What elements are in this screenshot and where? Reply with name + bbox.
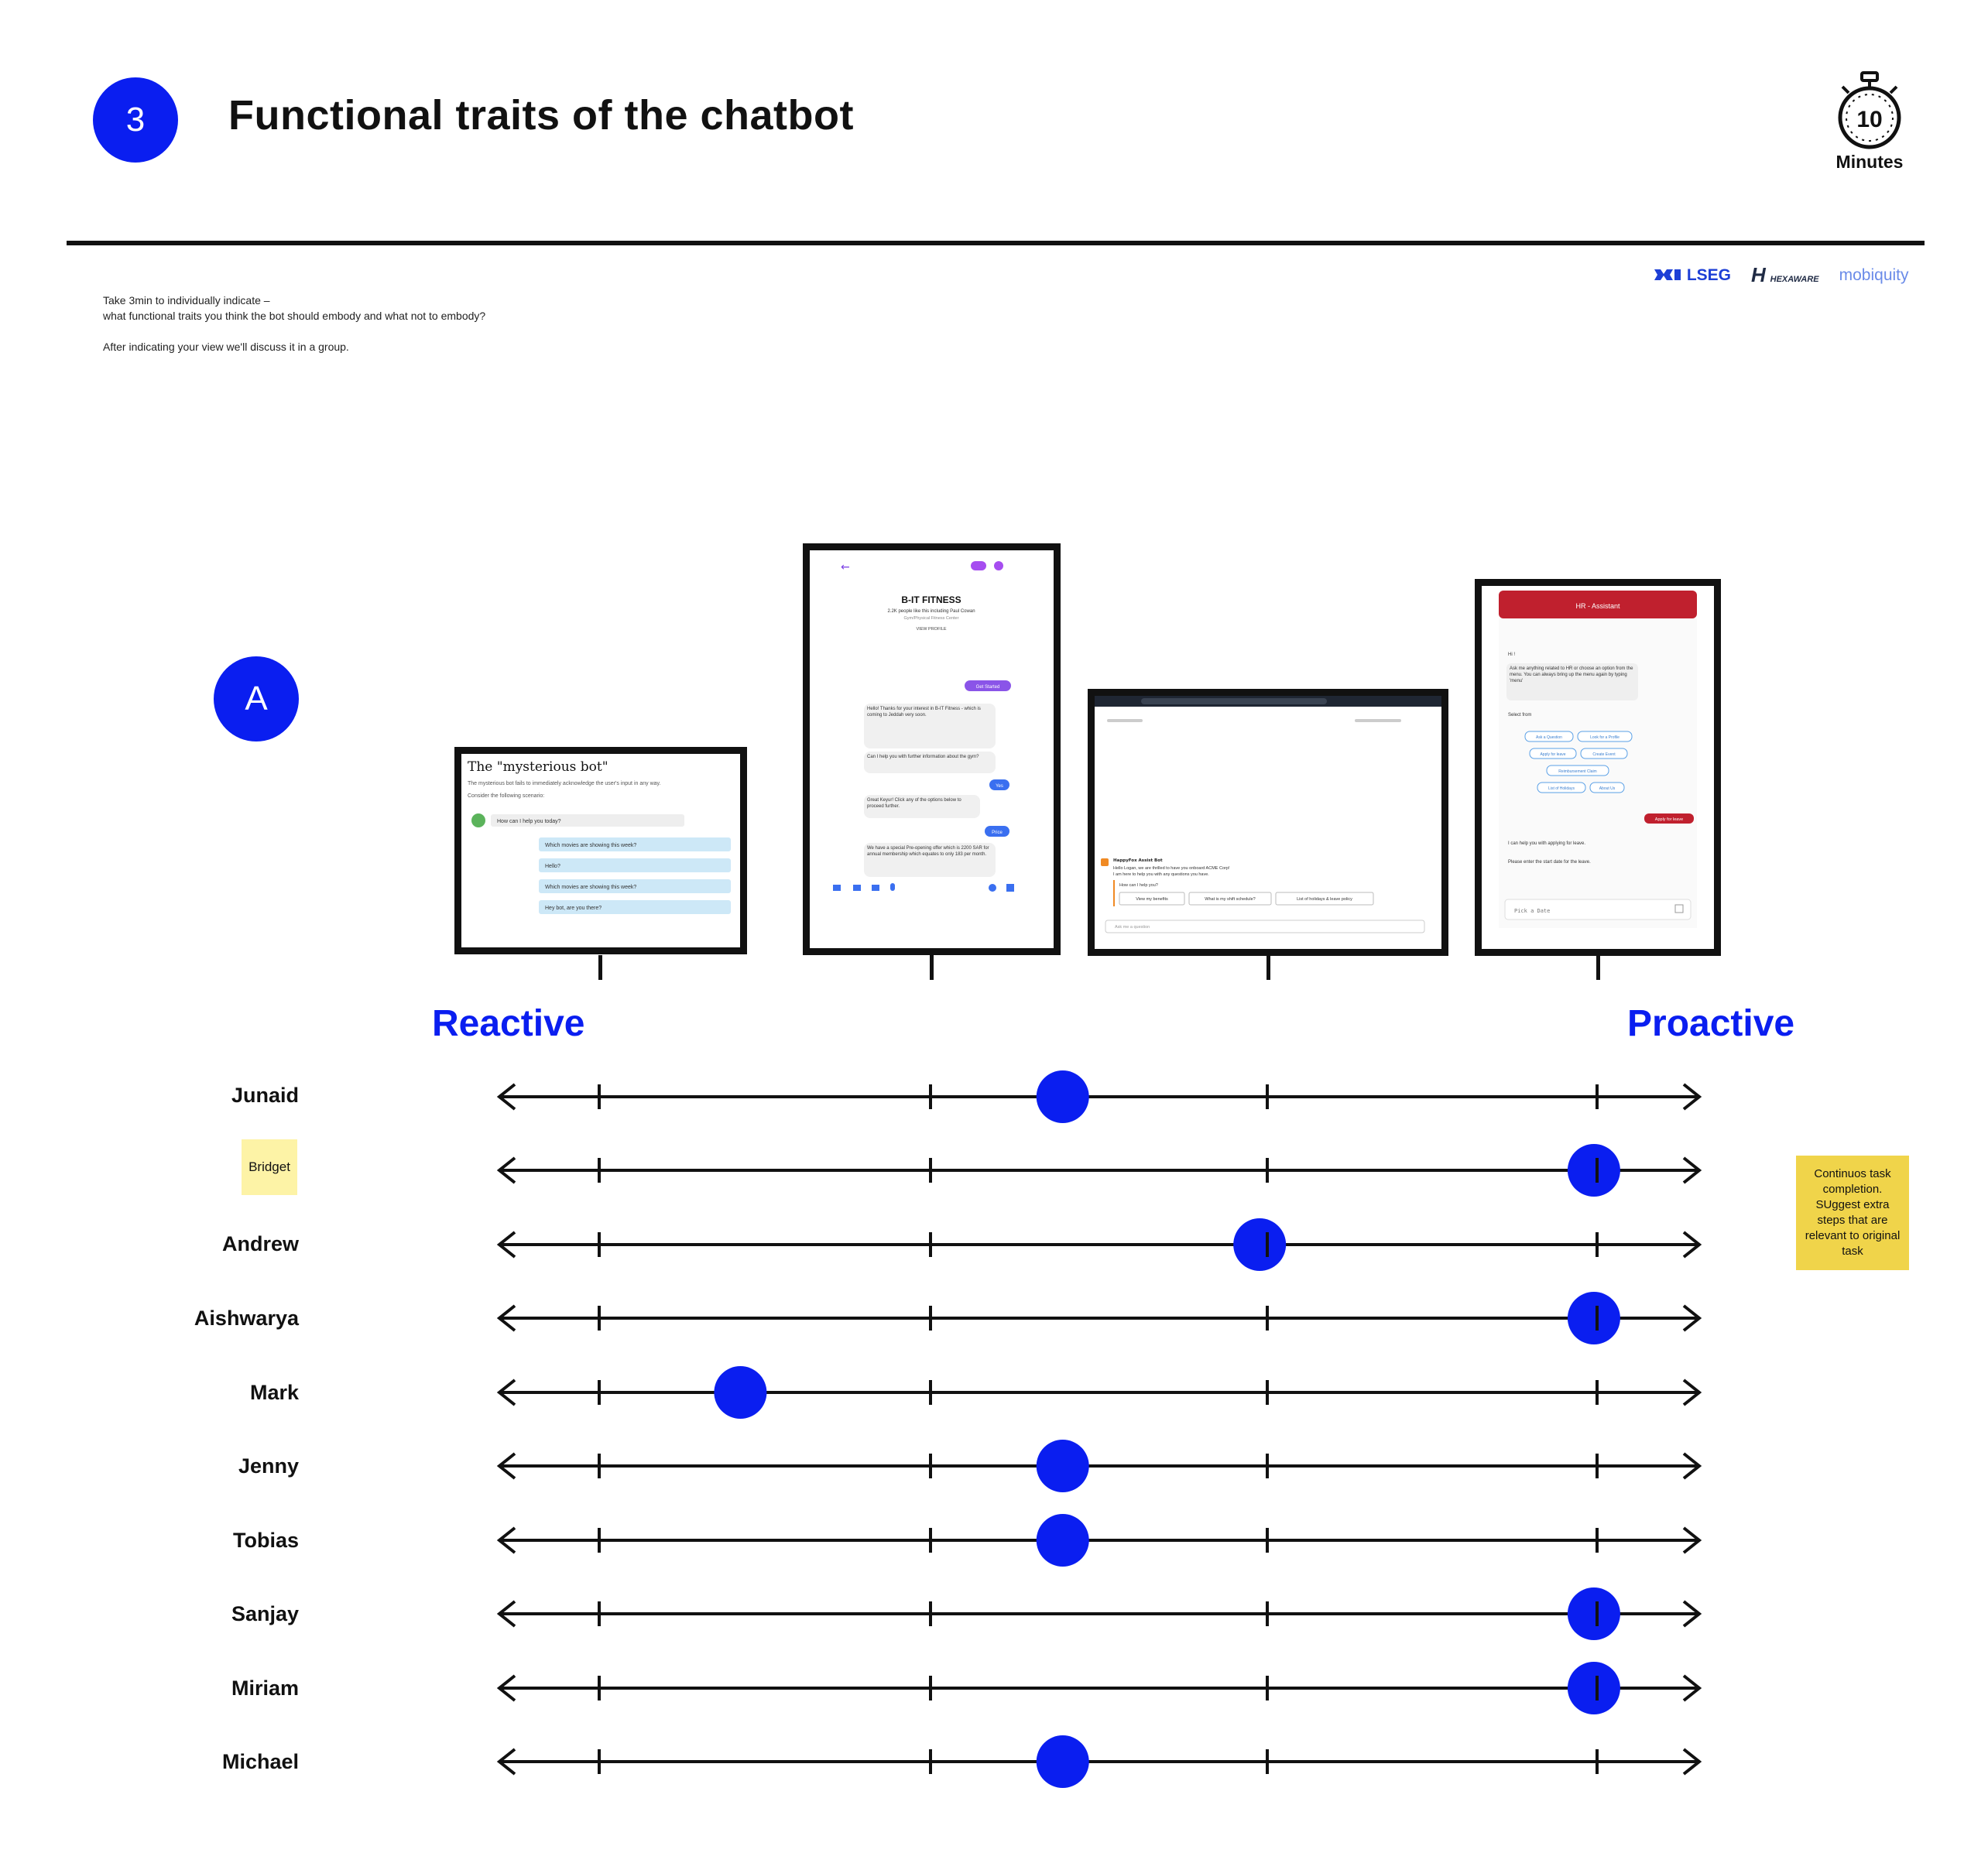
participant-name-andrew: Andrew bbox=[221, 1232, 299, 1255]
mysterious-bot-title: The "mysterious bot" bbox=[468, 759, 608, 775]
hr-message-4: Please enter the start date for the leave. bbox=[1508, 860, 1591, 865]
hr-message-3: I can help you with applying for leave. bbox=[1508, 841, 1586, 846]
page-title: Functional traits of the chatbot bbox=[228, 92, 854, 139]
instructions-line-3: After indicating your view we'll discuss it in a group. bbox=[103, 341, 349, 353]
timer-label: Minutes bbox=[1835, 152, 1904, 172]
instructions-line-2: what functional traits you think the bot should embody and what not to embody? bbox=[103, 310, 486, 322]
participant-name-bridget-sticky: Bridget bbox=[242, 1139, 297, 1195]
mysterious-bot-text-2: Consider the following scenario: bbox=[468, 793, 545, 799]
mysterious-bot-user-message-1: Which movies are showing this week? bbox=[545, 843, 637, 848]
rating-marker-bridget bbox=[1568, 1144, 1620, 1197]
bit-fitness-message-1: Hello! Thanks for your interest in B-IT Fitness - which is coming to Jeddah very soon. bbox=[867, 707, 981, 718]
hr-option-3: Apply for leave bbox=[1540, 752, 1566, 757]
yes-message: Yes bbox=[996, 784, 1003, 789]
get-started-message: Get Started bbox=[975, 685, 1000, 690]
happyfox-message-1: Hello Logan, we are thrilled to have you onboard ACME Corp! bbox=[1113, 866, 1230, 871]
happyfox-option-1: View my benefits bbox=[1136, 897, 1168, 902]
hr-message-2: Ask me anything related to HR or choose an option from the menu. You can always bring up the menu again by typing 'menu' bbox=[1510, 666, 1633, 683]
participant-name-aishwarya: Aishwarya bbox=[194, 1307, 299, 1330]
bit-fitness-title: B-IT FITNESS bbox=[901, 594, 961, 605]
hr-select-from: Select from bbox=[1508, 713, 1532, 718]
instructions-line-1: Take 3min to individually indicate – bbox=[103, 294, 270, 307]
sticky-note: Continuos task completion. SUggest extra steps that are relevant to original task bbox=[1796, 1156, 1909, 1270]
rating-marker-andrew bbox=[1233, 1218, 1286, 1271]
bit-fitness-message-3: Great Keyur! Click any of the options below to proceed further. bbox=[867, 798, 961, 809]
participant-name-mark: Mark bbox=[249, 1381, 299, 1404]
bit-fitness-category: Gym/Physical Fitness Center bbox=[903, 616, 959, 621]
proactive-label: Proactive bbox=[1627, 1003, 1795, 1044]
mysterious-bot-user-message-3: Which movies are showing this week? bbox=[545, 885, 637, 890]
participant-name-miriam: Miriam bbox=[231, 1676, 299, 1700]
hexaware-logo-mark: H bbox=[1751, 263, 1766, 286]
hr-assistant-header: HR - Assistant bbox=[1575, 602, 1620, 610]
bit-fitness-message-4: We have a special Pre-opening offer which is 2200 SAR for annual membership which equates to only 183 per month. bbox=[867, 846, 989, 857]
hr-option-6: List of Holidays bbox=[1548, 786, 1575, 791]
participant-name-jenny: Jenny bbox=[238, 1454, 299, 1478]
participant-name-sanjay: Sanjay bbox=[231, 1602, 299, 1625]
lseg-logo-text: LSEG bbox=[1686, 265, 1732, 284]
happyfox-message-2: I am here to help you with any questions you have. bbox=[1113, 872, 1209, 877]
hexaware-logo-text: HEXAWARE bbox=[1770, 275, 1819, 284]
rating-marker-miriam bbox=[1568, 1662, 1620, 1714]
hr-option-7: About Us bbox=[1599, 786, 1616, 791]
rating-marker-jenny bbox=[1037, 1440, 1089, 1492]
mysterious-bot-user-message-4: Hey bot, are you there? bbox=[545, 906, 602, 911]
happyfox-option-2: What is my shift schedule? bbox=[1205, 897, 1256, 902]
happyfox-bot-name: HappyFox Assist Bot bbox=[1113, 858, 1163, 863]
hr-message-1: Hi ! bbox=[1508, 652, 1515, 657]
hr-option-1: Ask a Question bbox=[1536, 735, 1562, 740]
hr-user-message: Apply for leave bbox=[1654, 817, 1684, 822]
participant-name-tobias: Tobias bbox=[232, 1529, 299, 1552]
rating-marker-junaid bbox=[1037, 1070, 1089, 1123]
group-badge: A bbox=[214, 656, 299, 741]
happyfox-option-3: List of holidays & leave policy bbox=[1297, 897, 1352, 902]
mysterious-bot-user-message-2: Hello? bbox=[545, 864, 560, 869]
bit-fitness-message-2: Can I help you with further information about the gym? bbox=[867, 755, 979, 759]
timer-value: 10 bbox=[1856, 107, 1883, 132]
reactive-label: Reactive bbox=[432, 1003, 585, 1044]
mysterious-bot-bot-message: How can I help you today? bbox=[497, 819, 561, 824]
hr-date-input[interactable]: Pick a Date bbox=[1514, 908, 1551, 914]
back-arrow-icon: ← bbox=[841, 561, 850, 574]
mobiquity-logo: mobiquity bbox=[1839, 265, 1909, 284]
price-message: Price bbox=[992, 831, 1003, 835]
hr-option-5: Reimbursement Claim bbox=[1558, 769, 1597, 774]
participant-name-michael: Michael bbox=[221, 1750, 299, 1773]
participant-name-junaid: Junaid bbox=[231, 1084, 299, 1107]
happyfox-input-placeholder: Ask me a question bbox=[1115, 925, 1150, 930]
bit-fitness-subtitle: 2.2K people like this including Paul Cowan bbox=[887, 609, 975, 614]
view-profile-link: VIEW PROFILE bbox=[916, 627, 947, 632]
hr-option-2: Look for a Profile bbox=[1590, 735, 1620, 740]
rating-marker-tobias bbox=[1037, 1514, 1089, 1567]
rating-marker-mark bbox=[714, 1366, 766, 1419]
step-number-badge: 3 bbox=[93, 77, 178, 163]
mysterious-bot-text-1: The mysterious bot fails to immediately acknowledge the user's input in any way. bbox=[468, 781, 661, 786]
rating-marker-aishwarya bbox=[1568, 1292, 1620, 1344]
rating-marker-michael bbox=[1037, 1735, 1089, 1788]
happyfox-prompt: How can I help you? bbox=[1119, 883, 1158, 888]
hr-option-4: Create Event bbox=[1592, 752, 1616, 757]
rating-marker-sanjay bbox=[1568, 1587, 1620, 1640]
